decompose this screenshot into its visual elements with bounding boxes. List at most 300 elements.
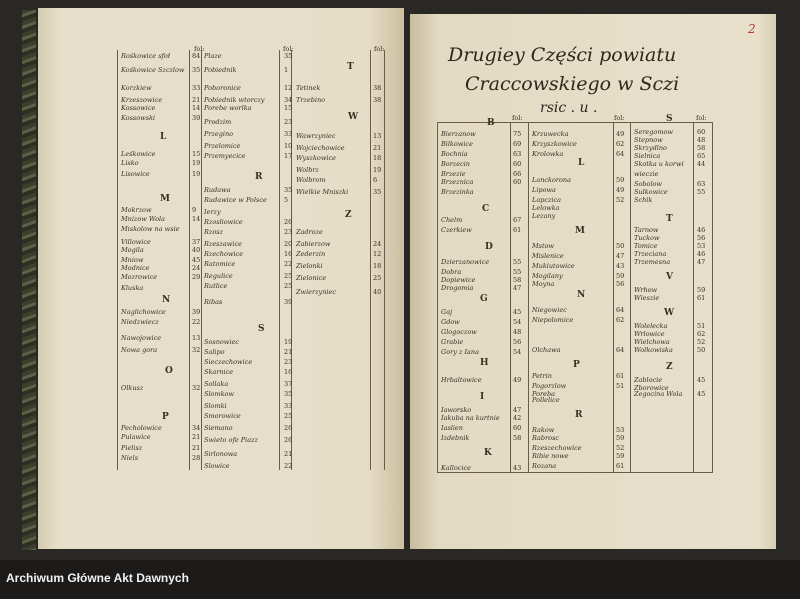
- folio-number: 14: [192, 104, 201, 112]
- place-name-entry: Grabie: [441, 338, 464, 346]
- folio-number: 38: [373, 96, 382, 104]
- place-name-entry: Kośkowice Szczlow: [121, 66, 185, 74]
- place-name-entry: Regulice: [204, 272, 233, 280]
- folio-number: 16: [284, 250, 293, 258]
- folio-number: 58: [697, 144, 706, 152]
- place-name-entry: Nawojowice: [121, 334, 162, 342]
- folio-number: 35: [284, 390, 293, 398]
- folio-number: 62: [616, 316, 625, 324]
- place-name-entry: Wieszie: [634, 294, 660, 302]
- folio-number: 60: [513, 160, 522, 168]
- section-letter: R: [575, 410, 583, 420]
- folio-number: 60: [513, 424, 522, 432]
- folio-number: 28: [192, 454, 201, 462]
- folio-number: 33: [284, 402, 293, 410]
- folio-number: 25: [373, 274, 382, 282]
- folio-number: 18: [373, 262, 382, 270]
- folio-number: 35: [284, 186, 293, 194]
- folio-number: 22: [284, 462, 293, 470]
- place-name-entry: Lezany: [532, 212, 556, 220]
- place-name-entry: Stepnow: [634, 136, 663, 144]
- folio-number: 55: [697, 188, 706, 196]
- folio-number: 55: [513, 258, 522, 266]
- place-name-entry: Wolelecka: [634, 322, 668, 330]
- place-name-entry: Olchawa: [532, 346, 561, 354]
- folio-number: 49: [513, 376, 522, 384]
- page-title-line3: rsic . u .: [540, 100, 598, 116]
- folio-number: 51: [697, 322, 706, 330]
- folio-number: 52: [697, 338, 706, 346]
- folio-number: 52: [616, 444, 625, 452]
- place-name-entry: Lanckorona: [532, 176, 571, 184]
- folio-number: 39: [192, 114, 201, 122]
- folio-number: 61: [616, 462, 625, 470]
- place-name-entry: Sieczechowice: [204, 358, 253, 366]
- place-name-entry: Borzecin: [441, 160, 470, 168]
- folio-number: 19: [192, 170, 201, 178]
- place-name-entry: Mukiutowice: [532, 262, 575, 270]
- place-name-entry: Ribas: [204, 298, 223, 306]
- place-name-entry: Zadroze: [296, 228, 323, 236]
- place-name-entry: Pecholowice: [121, 424, 162, 432]
- folio-number: 84: [192, 52, 201, 60]
- place-name-entry: Pobiednik: [204, 66, 237, 74]
- section-letter: K: [484, 448, 492, 458]
- place-name-entry: Mokrzow: [121, 206, 152, 214]
- place-name-entry: Niepolomice: [532, 316, 574, 324]
- folio-number: 35: [192, 66, 201, 74]
- place-name-entry: Wolkowiska: [634, 346, 673, 354]
- folio-number: 69: [513, 140, 522, 148]
- folio-number: 59: [616, 434, 625, 442]
- book-spine: [22, 10, 36, 550]
- folio-number: 26: [284, 424, 293, 432]
- folio-number: 50: [616, 242, 625, 250]
- place-name-entry: Sobolow: [634, 180, 662, 188]
- place-name-entry: Bochnia: [441, 150, 468, 158]
- place-name-entry: Sulkowice: [634, 188, 668, 196]
- place-name-entry: Porebe worlka: [204, 104, 252, 112]
- place-name-entry: Smorowice: [204, 412, 241, 420]
- place-name-entry: Skotka u korwi: [634, 160, 684, 168]
- place-name-entry: Dobra: [441, 268, 462, 276]
- fol-header: fol:: [512, 114, 523, 122]
- folio-number: 25: [284, 412, 293, 420]
- section-letter: G: [480, 294, 488, 304]
- folio-number: 25: [284, 272, 293, 280]
- fol-header: fol:: [696, 114, 707, 122]
- place-name-entry: Chelm: [441, 216, 463, 224]
- folio-number: 38: [373, 84, 382, 92]
- section-letter: I: [480, 392, 485, 402]
- place-name-entry: Mnizow Wola: [121, 215, 165, 223]
- place-name-entry: Hrbaltowice: [441, 376, 482, 384]
- place-name-entry: Schik: [634, 196, 653, 204]
- folio-number: 33: [192, 84, 201, 92]
- place-name-entry: Rabrosc: [532, 434, 560, 442]
- folio-number: 47: [616, 252, 625, 260]
- folio-number: 49: [616, 130, 625, 138]
- place-name-entry: Mozrowice: [121, 273, 158, 281]
- folio-number: 63: [697, 180, 706, 188]
- place-name-entry: Modnice: [121, 264, 150, 272]
- folio-number: 63: [513, 150, 522, 158]
- folio-number: 21: [284, 348, 293, 356]
- folio-number: 13: [373, 132, 382, 140]
- folio-number: 39: [284, 298, 293, 306]
- place-name-entry: Iaworsko: [441, 406, 472, 414]
- folio-number: 19: [284, 338, 293, 346]
- place-name-entry: Swieto ofe Piazz: [204, 436, 258, 444]
- place-name-entry: Nowa gora: [121, 346, 158, 354]
- folio-number: 22: [284, 260, 293, 268]
- place-name-entry: Pollelice: [532, 396, 560, 404]
- section-letter: N: [577, 290, 586, 300]
- place-name-entry: Rzeszawice: [204, 240, 242, 248]
- place-name-entry: Rzeszechowice: [532, 444, 582, 452]
- folio-number: 34: [284, 96, 293, 104]
- place-name-entry: Villowice: [121, 238, 151, 246]
- fol-header: fol:: [374, 45, 385, 53]
- place-name-entry: Seregomow: [634, 128, 673, 136]
- folio-number: 49: [616, 186, 625, 194]
- section-letter: M: [160, 194, 170, 204]
- place-name-entry: Bierzanow: [441, 130, 476, 138]
- section-letter: T: [347, 62, 354, 72]
- folio-number: 21: [192, 433, 201, 441]
- place-name-entry: Ribie nowe: [532, 452, 569, 460]
- place-name-entry: Lipowa: [532, 186, 556, 194]
- place-name-entry: Pulawice: [121, 433, 151, 441]
- folio-number: 13: [192, 334, 201, 342]
- section-letter: Z: [345, 210, 352, 220]
- place-name-entry: Sielnica: [634, 152, 661, 160]
- place-name-entry: Rośkowice sfoł: [121, 52, 170, 60]
- place-name-entry: Krolowka: [532, 150, 564, 158]
- folio-number: 16: [284, 368, 293, 376]
- place-name-entry: Pielisz: [121, 444, 143, 452]
- folio-number: 34: [192, 424, 201, 432]
- place-name-entry: Ratomice: [204, 260, 236, 268]
- folio-number: 47: [697, 258, 706, 266]
- place-name-entry: Wawrzyniec: [296, 132, 336, 140]
- place-name-entry: Krzuwecka: [532, 130, 569, 138]
- section-letter: C: [482, 204, 490, 214]
- section-letter: L: [578, 158, 585, 168]
- folio-number: 33: [284, 130, 293, 138]
- place-name-entry: Mniow: [121, 256, 144, 264]
- folio-number: 32: [192, 346, 201, 354]
- place-name-entry: Mislenice: [532, 252, 564, 260]
- folio-number: 25: [284, 282, 293, 290]
- place-name-entry: Tomice: [634, 242, 658, 250]
- place-name-entry: Tarnow: [634, 226, 659, 234]
- folio-number: 51: [616, 382, 625, 390]
- place-name-entry: Rakow: [532, 426, 555, 434]
- place-name-entry: Zielonki: [296, 262, 323, 270]
- place-name-entry: Izdebnik: [441, 434, 470, 442]
- place-name-entry: Lisowice: [121, 170, 150, 178]
- place-name-entry: Dzierzanowice: [441, 258, 490, 266]
- place-name-entry: Mstow: [532, 242, 555, 250]
- folio-number: 59: [616, 452, 625, 460]
- place-name-entry: Przemyecice: [204, 152, 246, 160]
- folio-number: 62: [616, 140, 625, 148]
- place-name-entry: Krzeszowice: [121, 96, 163, 104]
- section-letter: P: [573, 360, 580, 370]
- folio-number: 61: [697, 294, 706, 302]
- place-name-entry: Kossowice: [121, 104, 156, 112]
- folio-number: 55: [513, 268, 522, 276]
- folio-number: 19: [192, 159, 201, 167]
- place-name-entry: Olkusz: [121, 384, 144, 392]
- folio-number: 21: [192, 444, 201, 452]
- section-letter: S: [258, 324, 265, 334]
- folio-number: 45: [513, 308, 522, 316]
- place-name-entry: Wielchowa: [634, 338, 670, 346]
- place-name-entry: Zwierzyniec: [296, 288, 336, 296]
- place-name-entry: Brzeznica: [441, 178, 474, 186]
- folio-number: 32: [192, 384, 201, 392]
- place-name-entry: Pogorzlow: [532, 382, 567, 390]
- folio-number: 45: [192, 256, 201, 264]
- place-name-entry: Skarnice: [204, 368, 234, 376]
- place-name-entry: Kallocice: [441, 464, 472, 472]
- place-name-entry: Leśkowice: [121, 150, 156, 158]
- place-name-entry: Korzkiew: [121, 84, 152, 92]
- place-name-entry: Slomki: [204, 402, 227, 410]
- place-name-entry: Slowice: [204, 462, 230, 470]
- folio-number: 59: [697, 286, 706, 294]
- place-name-entry: Niels: [121, 454, 139, 462]
- folio-number: 15: [192, 150, 201, 158]
- folio-number: 37: [284, 380, 293, 388]
- section-letter: R: [255, 172, 263, 182]
- place-name-entry: Krzyszkowice: [532, 140, 577, 148]
- folio-number: 15: [284, 104, 293, 112]
- place-name-entry: Kluska: [121, 284, 144, 292]
- place-name-entry: Trzeciana: [634, 250, 667, 258]
- folio-number: 59: [616, 272, 625, 280]
- place-name-entry: Salipo: [204, 348, 225, 356]
- place-name-entry: Lapczica: [532, 196, 562, 204]
- folio-number: 65: [697, 152, 706, 160]
- place-name-entry: Gaj: [441, 308, 453, 316]
- place-name-entry: Sollaka: [204, 380, 229, 388]
- folio-number: 26: [284, 436, 293, 444]
- place-name-entry: Plaze: [204, 52, 222, 60]
- place-name-entry: Pobiednik wtorczy: [204, 96, 265, 104]
- place-name-entry: Mogila: [121, 246, 144, 254]
- folio-number: 21: [192, 96, 201, 104]
- folio-number: 26: [284, 218, 293, 226]
- place-name-entry: Zborowice: [634, 384, 669, 392]
- place-name-entry: Rozana: [532, 462, 557, 470]
- folio-number: 56: [616, 280, 625, 288]
- folio-number: 48: [513, 328, 522, 336]
- folio-number: 53: [616, 426, 625, 434]
- place-name-entry: Wojciechowice: [296, 144, 345, 152]
- folio-number: 42: [513, 414, 522, 422]
- place-name-entry: Slomkow: [204, 390, 235, 398]
- folio-number: 35: [373, 188, 382, 196]
- place-name-entry: Moyna: [532, 280, 555, 288]
- place-name-entry: Kossowski: [121, 114, 156, 122]
- folio-number: 58: [513, 276, 522, 284]
- place-name-entry: Gory z Iana: [441, 348, 479, 356]
- place-name-entry: Wolbrom: [296, 176, 326, 184]
- folio-number: 40: [192, 246, 201, 254]
- folio-number: 29: [192, 273, 201, 281]
- place-name-entry: Petrin: [532, 372, 552, 380]
- folio-number: 14: [192, 215, 201, 223]
- place-name-entry: Sosnowiec: [204, 338, 239, 346]
- folio-number: 47: [513, 284, 522, 292]
- folio-number: 23: [284, 358, 293, 366]
- place-name-entry: wieczie: [634, 170, 659, 178]
- folio-number: 60: [513, 178, 522, 186]
- place-name-entry: Trzebino: [296, 96, 326, 104]
- place-name-entry: Wolbrz: [296, 166, 319, 174]
- folio-number: 40: [373, 288, 382, 296]
- place-name-entry: Poboronice: [204, 84, 241, 92]
- place-name-entry: Prodzim: [204, 118, 232, 126]
- place-name-entry: Wrlowice: [634, 330, 665, 338]
- folio-number: 46: [697, 226, 706, 234]
- folio-number: 45: [697, 376, 706, 384]
- folio-number: 9: [192, 206, 197, 214]
- folio-number: 21: [373, 144, 382, 152]
- folio-number: 67: [513, 216, 522, 224]
- folio-number: 12: [373, 250, 382, 258]
- place-name-entry: Rudawice w Polsce: [204, 196, 267, 204]
- folio-number: 44: [697, 160, 706, 168]
- archive-caption: Archiwum Główne Akt Dawnych: [6, 571, 189, 585]
- section-letter: B: [487, 118, 495, 128]
- folio-number: 10: [284, 142, 293, 150]
- place-name-entry: Sirlonowa: [204, 450, 238, 458]
- place-name-entry: Lelowka: [532, 204, 560, 212]
- section-letter: T: [666, 214, 673, 224]
- folio-number: 37: [192, 238, 201, 246]
- folio-number: 50: [697, 346, 706, 354]
- folio-number: 21: [284, 450, 293, 458]
- place-name-entry: Mogilany: [532, 272, 563, 280]
- folio-number: 64: [616, 150, 625, 158]
- place-name-entry: Trzemesna: [634, 258, 671, 266]
- fol-header: fol:: [283, 45, 294, 53]
- place-name-entry: Niegowiec: [532, 306, 567, 314]
- place-name-entry: Iakuba na kurtnie: [441, 414, 500, 422]
- folio-number: 46: [697, 250, 706, 258]
- place-name-entry: Rzosliowice: [204, 218, 243, 226]
- place-name-entry: Przegino: [204, 130, 234, 138]
- folio-number: 48: [697, 136, 706, 144]
- place-name-entry: Tetinek: [296, 84, 321, 92]
- folio-number: 52: [616, 196, 625, 204]
- folio-number: 64: [616, 306, 625, 314]
- place-name-entry: Zielonice: [296, 274, 327, 282]
- place-name-entry: Rzosz: [204, 228, 223, 236]
- folio-number: 6: [373, 176, 378, 184]
- folio-number: 56: [697, 234, 706, 242]
- folio-number: 24: [192, 264, 201, 272]
- folio-number: 54: [513, 348, 522, 356]
- place-name-entry: Niedzwiecz: [121, 318, 159, 326]
- folio-number: 39: [192, 308, 201, 316]
- folio-number: 45: [697, 390, 706, 398]
- folio-number: 12: [284, 84, 293, 92]
- section-letter: P: [162, 412, 169, 422]
- page-title-line2: Craccowskiego w Sczi: [465, 73, 680, 95]
- place-name-entry: Wyszkowice: [296, 154, 336, 162]
- section-letter: O: [165, 366, 173, 376]
- section-letter: W: [348, 112, 359, 122]
- section-letter: S: [666, 114, 673, 124]
- place-name-entry: Rudawa: [204, 186, 231, 194]
- folio-number: 60: [697, 128, 706, 136]
- folio-number: 1: [284, 66, 289, 74]
- fol-header: fol:: [614, 114, 625, 122]
- place-name-entry: Brzezie: [441, 170, 466, 178]
- folio-number: 43: [616, 262, 625, 270]
- place-name-entry: Wielkie Mniszki: [296, 188, 349, 196]
- place-name-entry: Brzezinka: [441, 188, 474, 196]
- folio-number: 61: [513, 226, 522, 234]
- section-letter: V: [666, 272, 673, 282]
- place-name-entry: Skrzydlno: [634, 144, 667, 152]
- folio-number: 35: [284, 52, 293, 60]
- place-name-entry: Zabierzow: [296, 240, 331, 248]
- folio-number: 53: [697, 242, 706, 250]
- folio-number: 20: [284, 240, 293, 248]
- section-letter: D: [485, 242, 493, 252]
- place-name-entry: Zegocina Wola: [634, 390, 683, 398]
- fol-header: fol:: [194, 45, 205, 53]
- folio-number: 24: [373, 240, 382, 248]
- folio-number: 66: [513, 170, 522, 178]
- section-letter: W: [664, 308, 675, 318]
- folio-number: 47: [513, 406, 522, 414]
- place-name-entry: Poreba: [532, 390, 556, 398]
- place-name-entry: Tuckow: [634, 234, 660, 242]
- place-name-entry: Rutlice: [204, 282, 228, 290]
- place-name-entry: Siemano: [204, 424, 233, 432]
- folio-number: 5: [284, 196, 289, 204]
- folio-number: 62: [697, 330, 706, 338]
- place-name-entry: Rzechowice: [204, 250, 244, 258]
- place-name-entry: Zederzin: [296, 250, 326, 258]
- folio-number: 22: [192, 318, 201, 326]
- place-name-entry: Naglichowice: [121, 308, 166, 316]
- place-name-entry: Gdow: [441, 318, 460, 326]
- folio-number: 23: [284, 228, 293, 236]
- section-letter: H: [480, 358, 489, 368]
- folio-number: 23: [284, 118, 293, 126]
- folio-number: 19: [373, 166, 382, 174]
- folio-number: 75: [513, 130, 522, 138]
- place-name-entry: Drogomia: [441, 284, 474, 292]
- place-name-entry: Lisko: [121, 159, 139, 167]
- place-name-entry: Przelomice: [204, 142, 241, 150]
- section-letter: L: [160, 132, 167, 142]
- folio-number: 58: [513, 434, 522, 442]
- page-number: 2: [748, 22, 756, 36]
- folio-number: 61: [616, 372, 625, 380]
- page-title-line1: Drugiey Części powiatu: [448, 44, 677, 66]
- place-name-entry: Glogoczow: [441, 328, 477, 336]
- section-letter: M: [575, 226, 585, 236]
